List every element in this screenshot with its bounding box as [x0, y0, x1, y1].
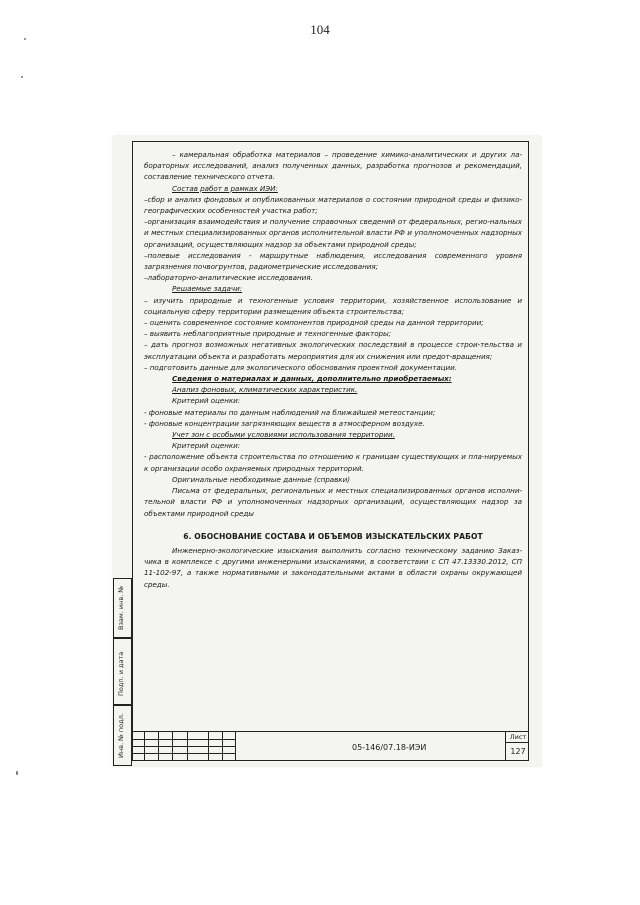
list-item: - фоновые концентрации загрязняющих веществ в атмосферном воздухе. — [144, 418, 425, 428]
replacement-inventory-label: Взам. инв. № — [117, 585, 125, 630]
originals-heading: Оригинальные необходимые данные (справки) — [172, 474, 350, 484]
sheet-number: 127 — [510, 747, 526, 756]
criteria-heading: Критерий оценки: — [172, 396, 241, 406]
staff-heading: Состав работ в рамках ИЭИ: — [172, 183, 278, 193]
list-item: – подготовить данные для экологического обоснования проектной документации. — [144, 362, 458, 372]
title-block — [132, 731, 529, 761]
revision-table — [132, 732, 235, 761]
section-text: Инженерно-экологические изыскания выполнить согласно техническому заданию Заказ-чика в комплексе с другими инженерными изысканиями, в соответствии с СП 47.13330.2012, СП 11-102-97, а также нормативными и законодательными актами в области охраны окружающей среды. — [144, 545, 522, 589]
zones-heading: Учет зон с особыми условиями использования территории. — [172, 430, 395, 440]
tasks-heading: Решаемые задачи: — [172, 284, 243, 294]
original-inventory-label: Инв. № подл. — [117, 713, 125, 758]
list-item: - расположение объекта строительства по отношению к границам существующих и пла-нируемых к организации особо охраняемых природных территорий. — [144, 452, 522, 473]
criteria-heading: Критерий оценки: — [172, 441, 241, 451]
list-item: –сбор и анализ фондовых и опубликованных материалов о состоянии природной среды и физико-географических особенностей участка работ; — [144, 194, 522, 216]
originals-text: Письма от федеральных, региональных и местных специализированных органов исполни-тельной власти РФ и уполномоченных надзорных организаций, осуществляющих надзор за объектами природной среды — [144, 486, 522, 518]
section-title: 6. ОБОСНОВАНИЕ СОСТАВА И ОБЪЕМОВ ИЗЫСКАТЕЛЬСКИХ РАБОТ — [183, 531, 483, 541]
list-item: - фоновые материалы по данным наблюдений на ближайшей метеостанции; — [144, 407, 436, 417]
page-number: 104 — [310, 22, 330, 37]
text-paragraph: – камеральная обработка материалов – проведение химико-аналитических и других ла-бораторных исследований, анализ полученных данных, разработка прогнозов и рекомендаций, составление технического отчета. — [144, 150, 522, 182]
list-item: – выявить неблагоприятные природные и техногенные факторы; — [144, 329, 392, 339]
scan-speck — [16, 771, 18, 775]
list-item: –организация взаимодействия и получение справочных сведений от федеральных, регио-нальных и местных специализированных органов исполнительной власти РФ и уполномоченных надзорных организаций, осуществляющих надзор за объектами природной среды; — [144, 217, 522, 249]
list-item: – изучить природные и техногенные условия территории, хозяйственное использование и социальную сферу территории размещения объекта строительства; — [144, 295, 522, 316]
scan-speck — [24, 38, 26, 40]
list-item: – дать прогноз возможных негативных экологических последствий в процессе строи-тельства и эксплуатации объекта и разработать мероприятия для их снижения или предот-вращения; — [144, 340, 522, 361]
approval-strip — [113, 578, 132, 766]
sheet-label: Лист — [509, 733, 527, 741]
document-body — [144, 149, 522, 590]
sheet-box — [505, 732, 529, 761]
scan-speck — [21, 76, 23, 78]
list-item: –полевые исследования - маршрутные наблюдения, исследования современного уровня загрязнения почвогрунтов, радиометрические исследования; — [144, 250, 522, 272]
document-code: 05-146/07.18-ИЭИ — [352, 743, 427, 752]
climate-heading: Анализ фоновых, климатических характеристик. — [172, 385, 358, 395]
materials-heading: Сведения о материалах и данных, дополнительно приобретаемых: — [172, 374, 452, 384]
list-item: –лабораторно-аналитические исследования. — [144, 273, 313, 283]
list-item: – оценить современное состояние компонентов природной среды на данной территории; — [144, 318, 484, 328]
signature-date-label: Подп. и дата — [117, 651, 125, 696]
